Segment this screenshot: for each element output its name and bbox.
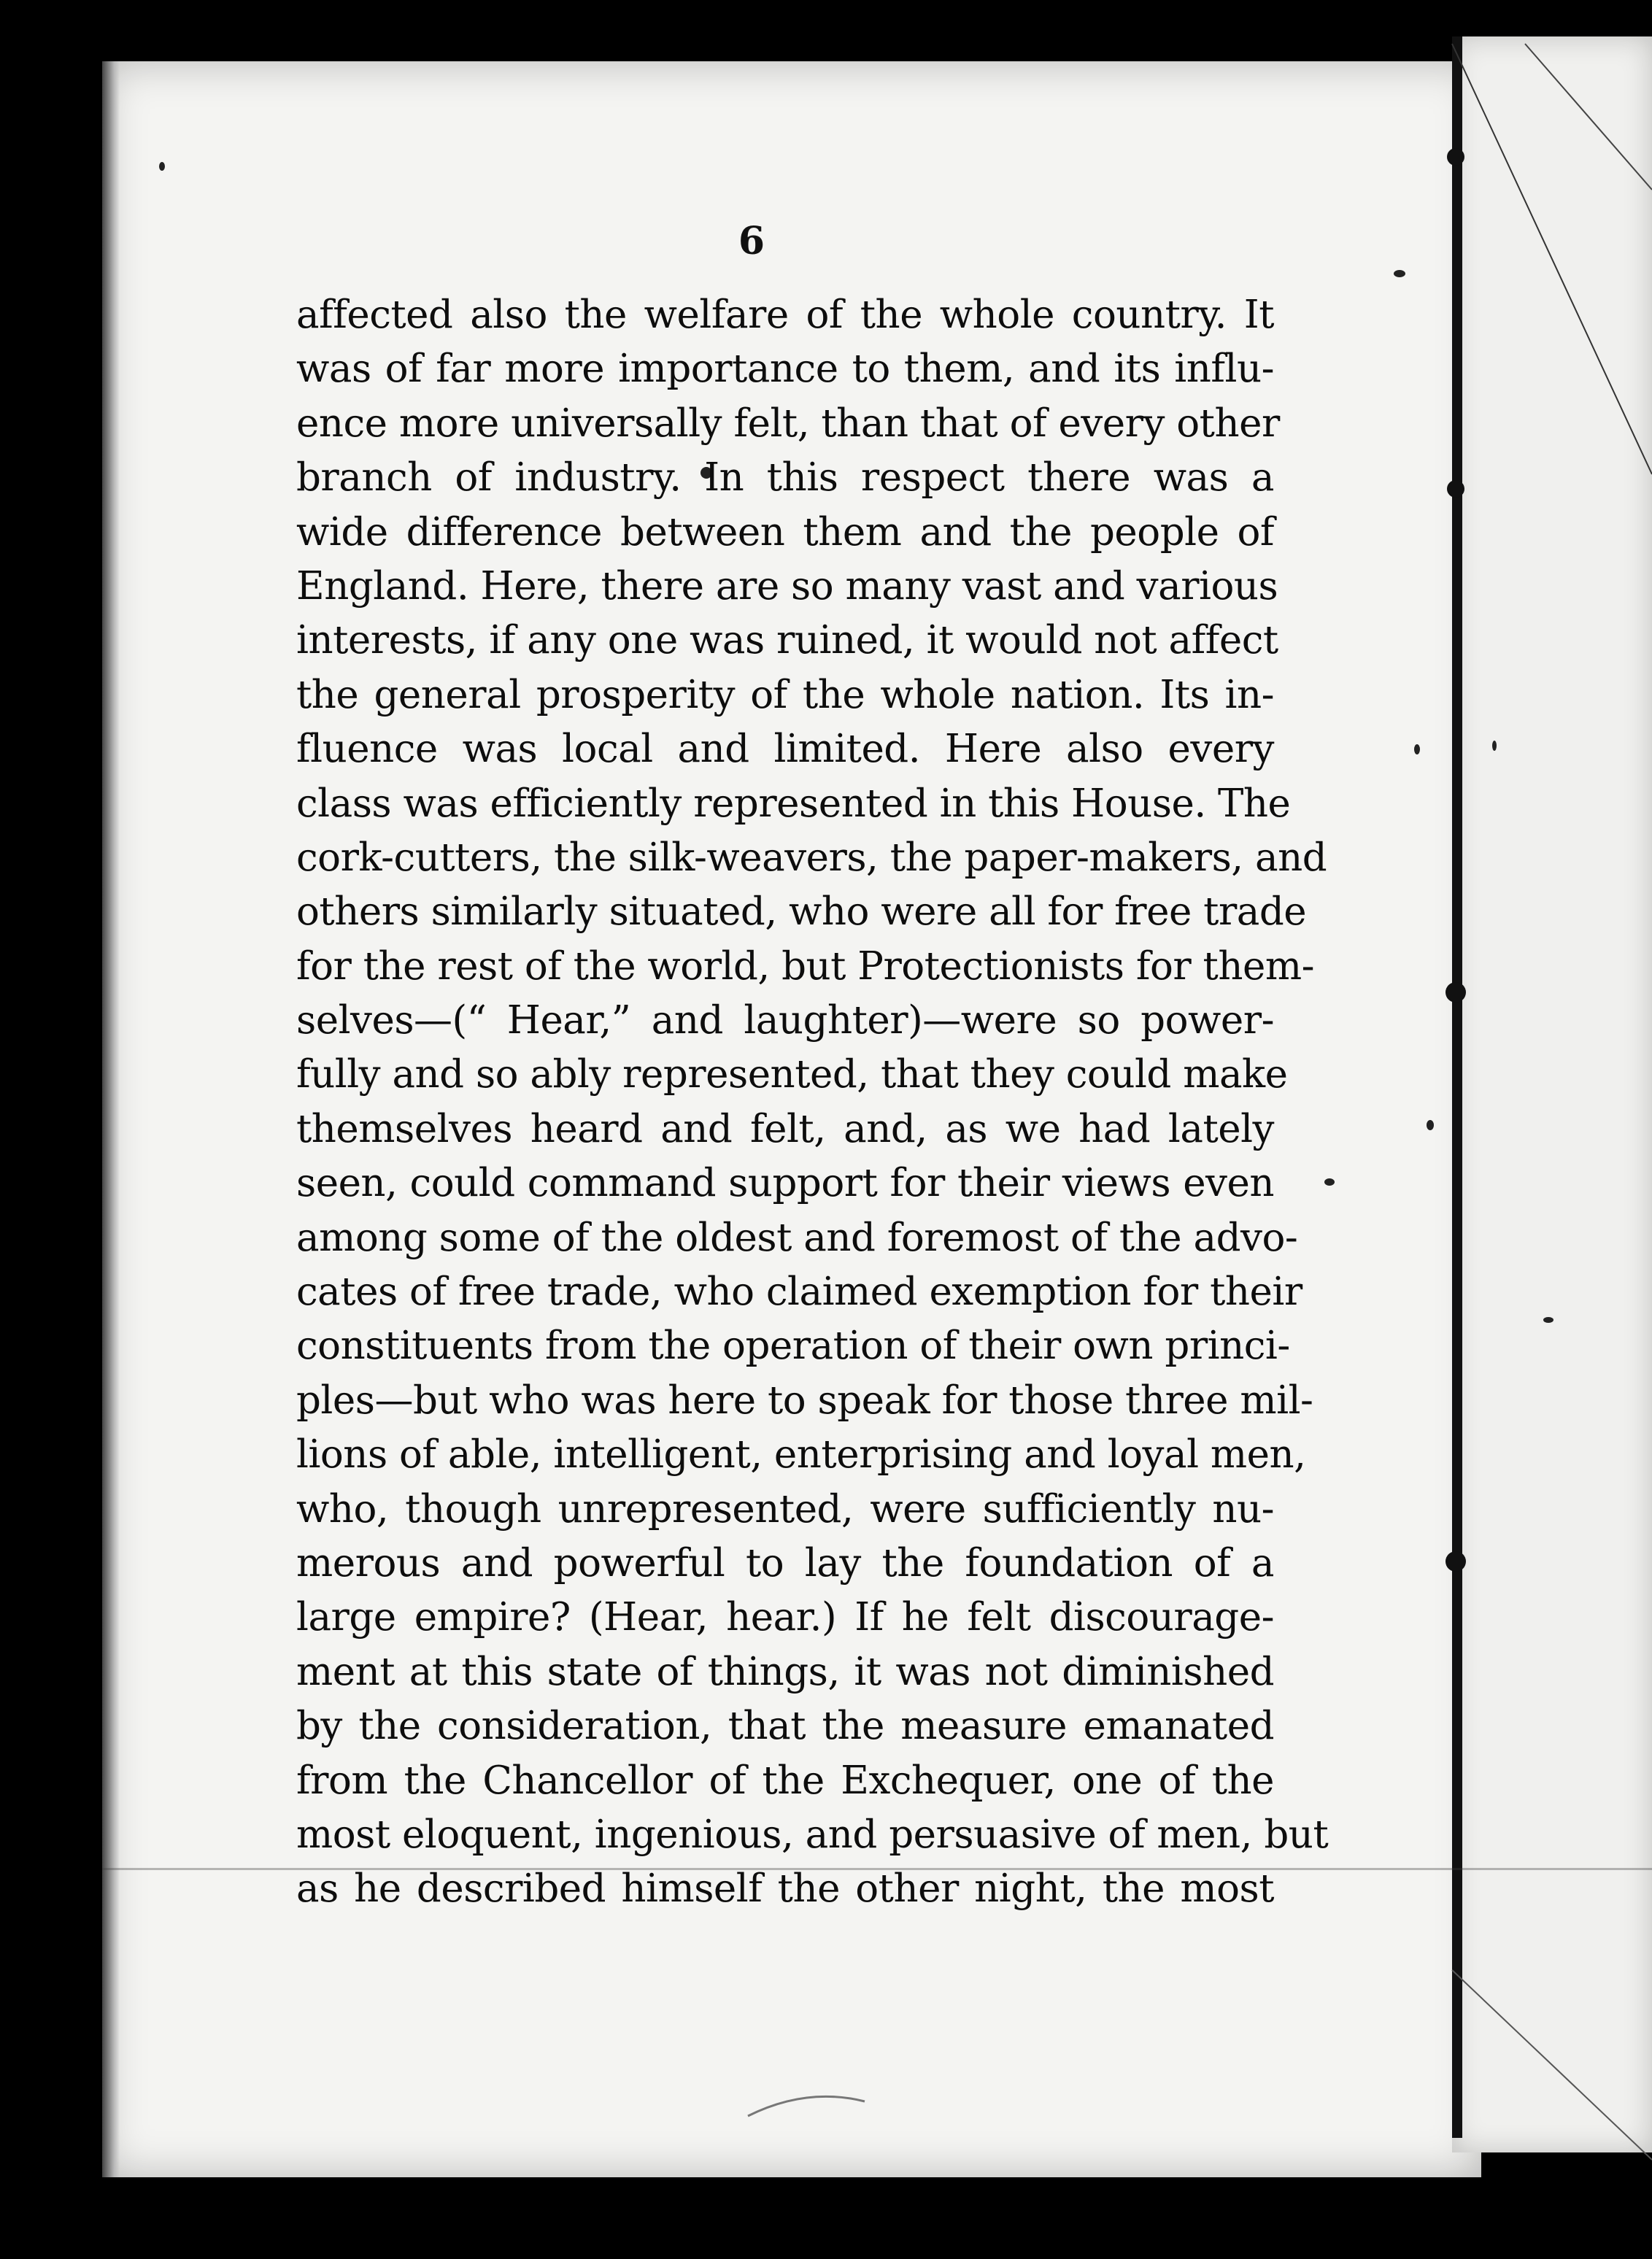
scan-speck <box>1427 1120 1434 1130</box>
text-line: as he described himself the other night, the most <box>296 1866 1274 1912</box>
text-line: cork-cutters, the silk-weavers, the paper-makers, and <box>296 835 1327 880</box>
text-line: ples—but who was here to speak for those three mil- <box>296 1378 1313 1423</box>
text-line: branch of industry. In this respect there was a <box>296 455 1274 501</box>
text-line: was of far more importance to them, and its influ- <box>296 347 1274 392</box>
text-line: themselves heard and felt, and, as we had lately <box>296 1106 1274 1151</box>
text-line: ment at this state of things, it was not diminished <box>296 1649 1274 1694</box>
text-line: selves—(“ Hear,” and laughter)—were so power- <box>296 998 1274 1043</box>
text-line: interests, if any one was ruined, it would not affect <box>296 618 1278 663</box>
text-line: cates of free trade, who claimed exemption for their <box>296 1270 1302 1315</box>
scan-speck <box>1543 1317 1553 1323</box>
page-number: 6 <box>738 219 765 263</box>
text-line: seen, could command support for their views even <box>296 1161 1274 1206</box>
scan-speck <box>1414 744 1420 754</box>
text-line: class was efficiently represented in this House. The <box>296 781 1291 826</box>
text-line: ence more universally felt, than that of every other <box>296 401 1280 446</box>
text-line: large empire? (Hear, hear.) If he felt discourage- <box>296 1595 1274 1640</box>
text-line: by the consideration, that the measure emanated <box>296 1704 1274 1749</box>
text-line: from the Chancellor of the Exchequer, one of the <box>296 1758 1274 1803</box>
text-line: among some of the oldest and foremost of the advo- <box>296 1215 1298 1260</box>
scan-speck <box>159 162 165 171</box>
text-line: England. Here, there are so many vast and various <box>296 563 1278 609</box>
text-line: who, though unrepresented, were sufficiently nu- <box>296 1486 1274 1532</box>
text-line: wide difference between them and the people of <box>296 509 1274 555</box>
text-line: merous and powerful to lay the foundation of a <box>296 1540 1274 1586</box>
text-line: the general prosperity of the whole nation. Its in- <box>296 672 1274 717</box>
text-line: affected also the welfare of the whole country. It <box>296 293 1274 337</box>
text-line: constituents from the operation of their own princi- <box>296 1324 1290 1369</box>
text-line: most eloquent, ingenious, and persuasive of men, but <box>296 1812 1329 1857</box>
body-text <box>296 288 1329 1917</box>
text-line: lions of able, intelligent, enterprising and loyal men, <box>296 1432 1306 1478</box>
scan-speck <box>1324 1178 1335 1186</box>
text-line: others similarly situated, who were all for free trade <box>296 889 1307 935</box>
text-line: fully and so ably represented, that they could make <box>296 1052 1288 1097</box>
text-line: for the rest of the world, but Protectionists for them- <box>296 943 1315 989</box>
scan-speck <box>1394 270 1405 277</box>
text-line: fluence was local and limited. Here also every <box>296 727 1274 772</box>
scan-speck <box>1492 741 1497 751</box>
